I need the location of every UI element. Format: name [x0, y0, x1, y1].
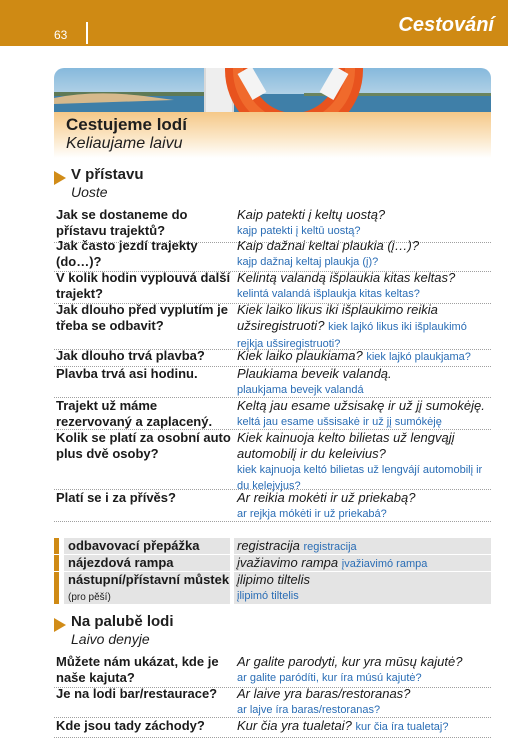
czech-phrase: V kolik hodin vyplouvá další trajekt?: [56, 270, 231, 301]
lithuanian-text: Ar laive yra baras/restoranas?: [237, 686, 411, 701]
pronunciation: ar lajve íra baras/restoranas?: [237, 704, 381, 716]
vocab-pronunciation: įvažiavimó rampa: [341, 558, 428, 570]
phrase-row: [54, 366, 491, 398]
vocab-lithuanian: [234, 538, 491, 554]
czech-phrase: Jak se dostaneme do přístavu trajektů?: [56, 207, 188, 238]
lithuanian-phrase: [237, 270, 491, 302]
phrase-row: [54, 686, 491, 718]
czech-phrase: Platí se i za přívěs?: [56, 490, 176, 505]
lithuanian-phrase: [237, 398, 491, 430]
lithuanian-phrase: [237, 302, 491, 352]
vocab-pronunciation: įlipimó tiltelis: [237, 590, 299, 602]
lithuanian-text: Kaip patekti į keltų uostą?: [237, 207, 386, 222]
lithuanian-text: Kiek kainuoja kelto bilietas už lengvąjį automobilį ir du keleivius?: [237, 430, 455, 461]
phrase-row: [54, 348, 491, 367]
lithuanian-phrase: [237, 718, 491, 735]
phrase-row: [54, 302, 491, 350]
deck-subtitle: Laivo denyje: [71, 631, 150, 647]
pronunciation: plaukjama bevejk valandá: [237, 384, 364, 396]
phrase-row: [54, 654, 491, 688]
pronunciation: kiek lajkó likus iki išplaukimó rejkja ušsiregistruoti?: [237, 321, 467, 350]
lithuanian-phrase: [237, 348, 491, 365]
pronunciation: kiek lajkó plaukjama?: [366, 351, 471, 363]
lithuanian-text: Ar galite parodyti, kur yra mūsų kajutė?: [237, 654, 463, 669]
lithuanian-text: Keltą jau esame užsisakę ir už jį sumokėję.: [237, 398, 485, 413]
lithuanian-text: Ar reikia mokėti ir už priekabą?: [237, 490, 416, 505]
page-number: 63: [54, 28, 68, 42]
vocab-czech: nájezdová rampa: [64, 555, 230, 571]
phrase-row: [54, 398, 491, 430]
lithuanian-text: Kiek laiko plaukiama?: [237, 348, 363, 363]
lithuanian-phrase: [237, 366, 491, 398]
vocab-accent-bar: [54, 538, 59, 554]
phrase-row: [54, 238, 491, 272]
lithuanian-text: Kelintą valandą išplaukia kitas keltas?: [237, 270, 456, 285]
czech-phrase: Je na lodi bar/restaurace?: [56, 686, 218, 701]
lithuanian-text: Plaukiama beveik valandą.: [237, 366, 392, 381]
section-banner: [54, 112, 491, 158]
vocab-czech-note: (pro pěší): [68, 592, 111, 603]
czech-phrase: Můžete nám ukázat, kde je naše kajuta?: [56, 654, 219, 685]
lithuanian-phrase: [237, 686, 491, 718]
harbor-subtitle: Uoste: [71, 184, 108, 200]
pronunciation: kajp dažnaj keltaj plaukja (į)?: [237, 256, 379, 268]
lithuanian-text: Kiek laiko likus iki išplaukimo reikia užsiregistruoti?: [237, 302, 438, 333]
pronunciation: ar galite paródíti, kur íra músú kajutė?: [237, 672, 422, 684]
vocab-czech-text: nástupní/přístavní můstek: [68, 572, 230, 587]
lithuanian-phrase: [237, 654, 491, 686]
vocab-accent-bar: [54, 572, 59, 604]
czech-phrase: Jak často jezdí trajekty (do…)?: [56, 238, 198, 269]
lithuanian-phrase: [237, 238, 491, 270]
header-divider: [86, 22, 88, 44]
pronunciation: ar rejkja mókėti ir už priekabá?: [237, 508, 387, 520]
czech-phrase: Jak dlouho trvá plavba?: [56, 348, 205, 363]
deck-subheading: [54, 613, 274, 649]
vocab-czech: [64, 572, 230, 604]
section-subtitle: Keliaujame laivu: [66, 135, 183, 152]
czech-phrase: Kolik se platí za osobní auto plus dvě osoby?: [56, 430, 231, 461]
pronunciation: kelintá valandá išplaukja kitas keltas?: [237, 288, 420, 300]
lithuanian-phrase: [237, 490, 491, 522]
phrase-row: [54, 430, 491, 490]
chapter-title: Cestování: [398, 14, 494, 36]
pronunciation: kur čia íra tualetaj?: [355, 721, 449, 733]
lithuanian-text: Kur čia yra tualetai?: [237, 718, 352, 733]
pronunciation: kiek kajnuoja keltó bilietas už lengvájí automobilį ir du kelejvjus?: [237, 464, 483, 492]
vocab-pronunciation: registracija: [303, 541, 357, 553]
lithuanian-phrase: [237, 430, 491, 494]
lifebuoy-photo: [54, 68, 491, 112]
phrase-row: [54, 718, 491, 738]
pronunciation: keltá jau esame ušsisakė ir už jį sumókėję: [237, 416, 442, 428]
vocab-lithuanian-text: registracija: [237, 538, 300, 553]
pronunciation: kajp patekti į keltū uostą?: [237, 225, 361, 237]
deck-title: Na palubě lodi: [71, 613, 174, 630]
vocab-row: [54, 538, 491, 554]
phrase-row: [54, 270, 491, 304]
czech-phrase: Jak dlouho před vyplutím je třeba se odbavit?: [56, 302, 228, 333]
vocab-lithuanian-text: įlipimo tiltelis: [237, 572, 310, 587]
vocab-lithuanian-text: įvažiavimo rampa: [237, 555, 339, 570]
vocab-lithuanian: [234, 555, 491, 571]
lithuanian-phrase: [237, 207, 491, 239]
czech-phrase: Kde jsou tady záchody?: [56, 718, 205, 733]
czech-phrase: Trajekt už máme rezervovaný a zaplacený.: [56, 398, 213, 429]
triangle-bullet-icon: [54, 618, 66, 632]
lithuanian-text: Kaip dažnai keltai plaukia (į…)?: [237, 238, 420, 253]
harbor-title: V přístavu: [71, 166, 144, 183]
vocab-row: [54, 572, 491, 604]
vocab-accent-bar: [54, 555, 59, 571]
section-title: Cestujeme lodí: [66, 115, 187, 134]
page-header: [0, 0, 508, 46]
vocab-lithuanian: [234, 572, 491, 604]
harbor-subheading: [54, 166, 254, 202]
vocab-row: [54, 555, 491, 571]
vocab-czech: odbavovací přepážka: [64, 538, 230, 554]
czech-phrase: Plavba trvá asi hodinu.: [56, 366, 198, 381]
phrase-row: [54, 490, 491, 522]
triangle-bullet-icon: [54, 171, 66, 185]
